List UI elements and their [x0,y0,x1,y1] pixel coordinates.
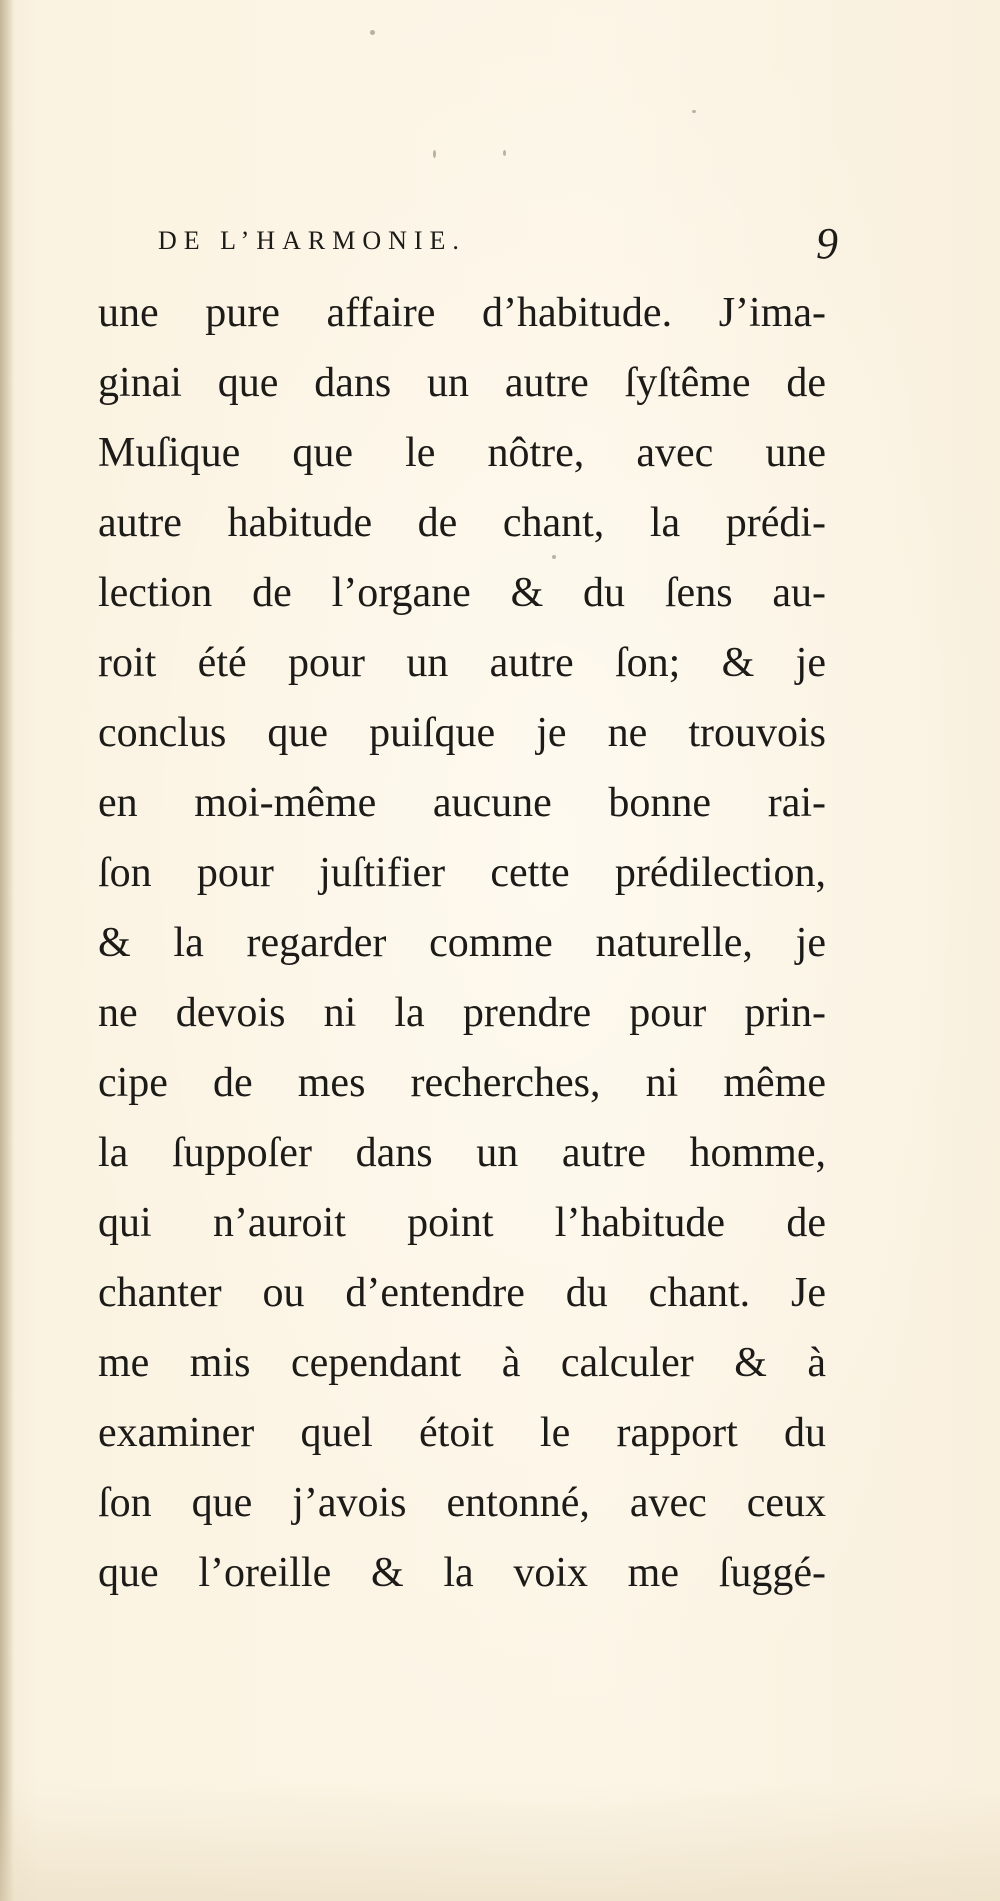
body-text [98,278,826,1608]
text-line: roit été pour un autre ſon; & je [98,640,826,686]
text-line: ſon que j’avois entonné, avec ceux [98,1480,826,1526]
text-line: qui n’auroit point l’habitude de [98,1200,826,1246]
running-head: DE L’HARMONIE. [158,226,466,255]
page-bottom-tint [0,1781,1000,1901]
text-line: Muſique que le nôtre, avec une [98,430,826,476]
text-line: chanter ou d’entendre du chant. Je [98,1270,826,1316]
text-line: lection de l’organe & du ſens au- [98,570,826,616]
text-line: ne devois ni la prendre pour prin- [98,990,826,1036]
text-line: conclus que puiſque je ne trouvois [98,710,826,756]
text-line: & la regarder comme naturelle, je [98,920,826,966]
text-line: examiner quel étoit le rapport du [98,1410,826,1456]
paper-speck [370,30,375,35]
paper-speck [433,150,436,158]
paper-speck [692,110,696,113]
text-line: cipe de mes recherches, ni même [98,1060,826,1106]
text-line: autre habitude de chant, la prédi- [98,500,826,546]
paper-speck [503,150,506,156]
page-number: 9 [816,219,838,268]
text-line: la ſuppoſer dans un autre homme, [98,1130,826,1176]
text-line: une pure affaire d’habitude. J’ima- [98,290,826,336]
text-line: en moi-même aucune bonne rai- [98,780,826,826]
text-line: me mis cependant à calculer & à [98,1340,826,1386]
page-header [158,219,838,278]
page-gutter-shadow [0,0,14,1901]
text-line: ſon pour juſtifier cette prédilection, [98,850,826,896]
text-line: que l’oreille & la voix me ſuggé- [98,1550,826,1596]
text-line: ginai que dans un autre ſyſtême de [98,360,826,406]
